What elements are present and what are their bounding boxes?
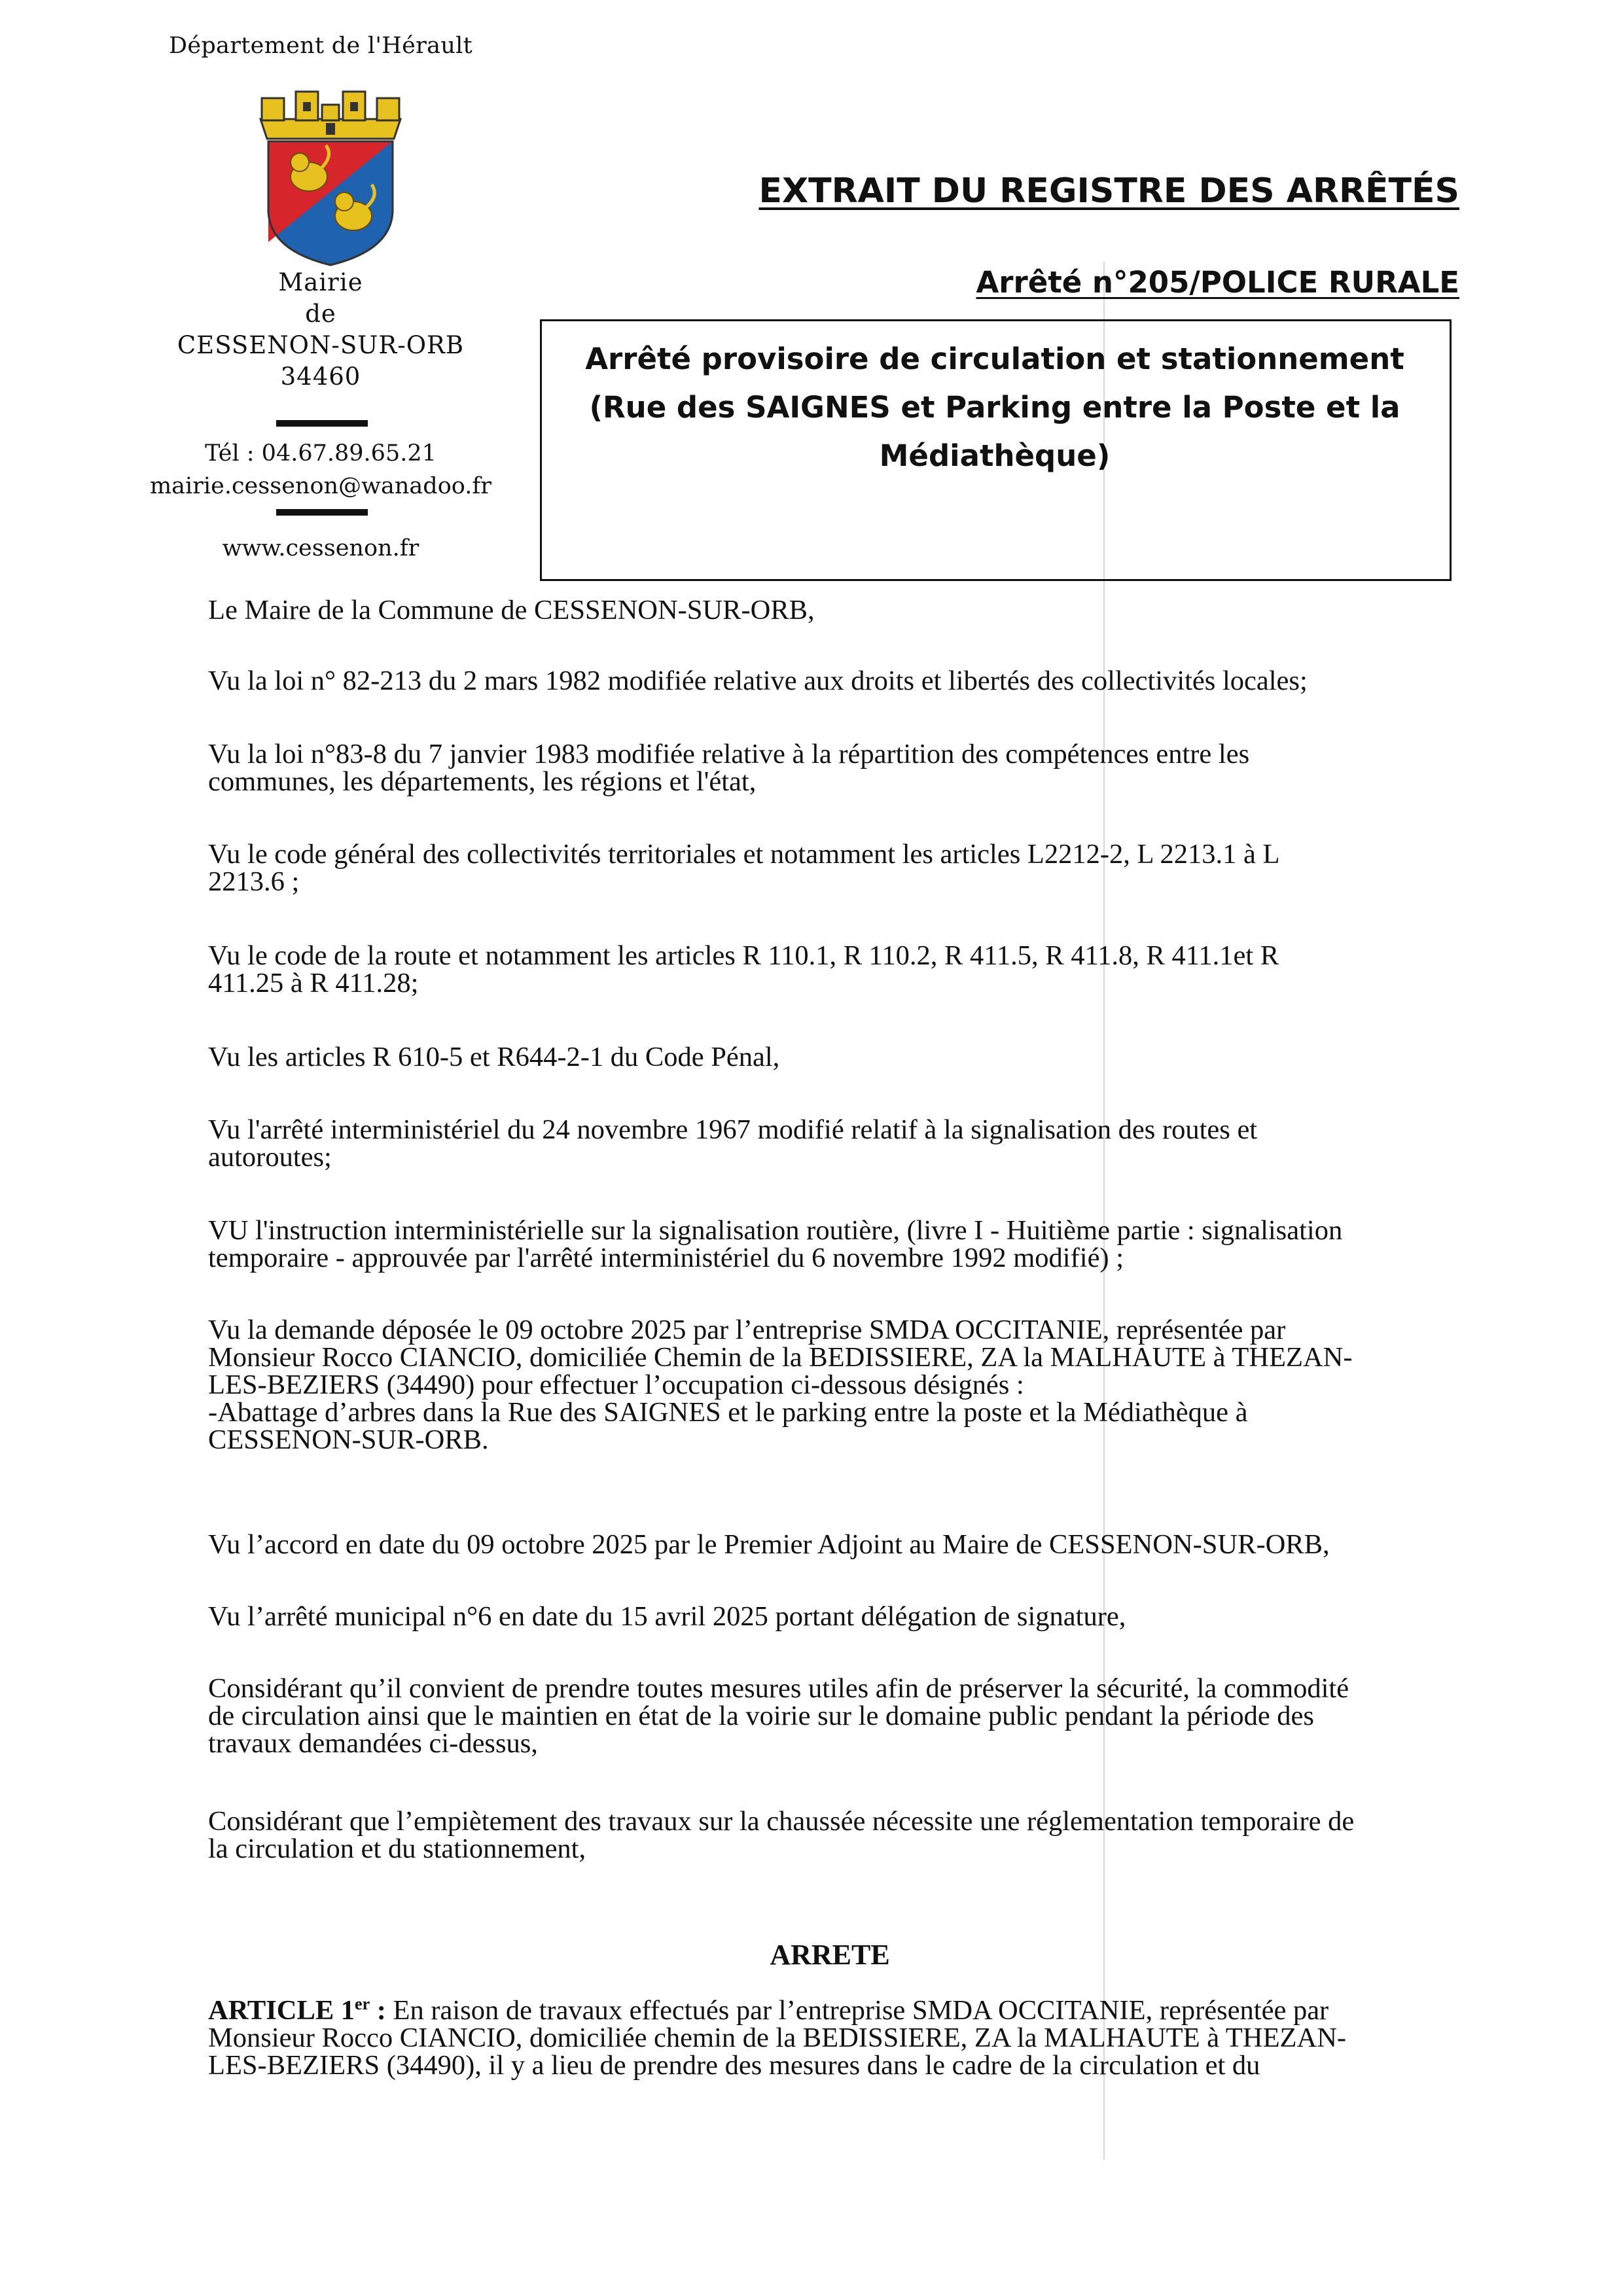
consideration-paragraph (208, 1044, 1452, 1071)
consideration-paragraph (208, 667, 1452, 695)
consideration-paragraph (208, 1531, 1452, 1559)
text-line: Monsieur Rocco CIANCIO, domiciliée chemin de la BEDISSIERE, ZA la MALHAUTE à THEZAN- (208, 2022, 1347, 2053)
text-line: communes, les départements, les régions et l'état, (208, 766, 757, 797)
text-line: Monsieur Rocco CIANCIO, domiciliée Chemin de la BEDISSIERE, ZA la MALHAUTE à THEZAN- (208, 1342, 1353, 1373)
mairie-address (131, 267, 510, 393)
email-address: mairie.cessenon@wanadoo.fr (149, 473, 492, 499)
subject-text (563, 335, 1427, 480)
mairie-line: 34460 (280, 362, 361, 391)
subject-line: (Rue des SAIGNES et Parking entre la Poste et la (589, 390, 1400, 425)
intro-paragraph (208, 597, 1452, 624)
text-line: de circulation ainsi que le maintien en état de la voirie sur le domaine public pendant la période des (208, 1701, 1314, 1731)
text-line: VU l'instruction interministérielle sur la signalisation routière, (livre I - Huitième partie : signalisation (208, 1215, 1343, 1246)
subject-line: Arrêté provisoire de circulation et stationnement (585, 342, 1404, 376)
text-line: 2213.6 ; (208, 866, 300, 897)
consideration-paragraph (208, 1603, 1452, 1631)
text-line: Vu la demande déposée le 09 octobre 2025 par l’entreprise SMDA OCCITANIE, représentée par (208, 1315, 1286, 1345)
article-label-suffix: : (370, 1995, 386, 2026)
consideration-paragraph (208, 1675, 1452, 1757)
mairie-line: de (305, 300, 336, 328)
text-line: Vu le code de la route et notamment les articles R 110.1, R 110.2, R 411.5, R 411.8, R 411.1et R (208, 940, 1279, 971)
text-line (208, 1994, 1452, 2026)
scan-artifact (1103, 262, 1105, 2159)
text-line: Vu l'arrêté interministériel du 24 novembre 1967 modifié relatif à la signalisation des routes et (208, 1114, 1258, 1145)
text-line: travaux demandées ci-dessus, (208, 1728, 538, 1759)
text-line: LES-BEZIERS (34490) pour effectuer l’occupation ci-dessous désignés : (208, 1369, 1024, 1400)
municipal-crest-icon (249, 79, 412, 268)
text-line: Considérant qu’il convient de prendre toutes mesures utiles afin de préserver la sécurité, la commodité (208, 1673, 1349, 1704)
text-line: Vu l’arrêté municipal n°6 en date du 15 avril 2025 portant délégation de signature, (208, 1601, 1126, 1632)
consideration-paragraph (208, 1808, 1452, 1863)
text-line: Le Maire de la Commune de CESSENON-SUR-ORB, (208, 595, 815, 626)
text-line: Vu la loi n°83-8 du 7 janvier 1983 modifiée relative à la répartition des compétences entre les (208, 739, 1250, 769)
text-line: 411.25 à R 411.28; (208, 968, 419, 998)
text-line: LES-BEZIERS (34490), il y a lieu de prendre des mesures dans le cadre de la circulation et du (208, 2050, 1260, 2081)
consideration-paragraph (208, 1116, 1452, 1171)
mairie-line: CESSENON-SUR-ORB (177, 331, 465, 359)
department-name: Département de l'Hérault (168, 33, 473, 59)
contact-block (124, 437, 517, 503)
subject-line: Médiathèque) (879, 438, 1111, 473)
divider (276, 509, 368, 516)
article-label-text: ARTICLE 1 (208, 1995, 355, 2026)
consideration-paragraph (208, 741, 1452, 796)
text-line: la circulation et du stationnement, (208, 1833, 586, 1864)
text-line: temporaire - approuvée par l'arrêté interministériel du 6 novembre 1992 modifié) ; (208, 1243, 1124, 1273)
phone-number: Tél : 04.67.89.65.21 (205, 440, 437, 467)
text-line: Vu l’accord en date du 09 octobre 2025 par le Premier Adjoint au Maire de CESSENON-SUR-ORB, (208, 1529, 1330, 1560)
consideration-paragraph (208, 1217, 1452, 1272)
text-line: autoroutes; (208, 1142, 332, 1173)
text-line: -Abattage d’arbres dans la Rue des SAIGNES et le parking entre la poste et la Médiathèque à (208, 1397, 1248, 1428)
text-line: Vu le code général des collectivités territoriales et notamment les articles L2212-2, L 2213.1 à L (208, 839, 1280, 870)
article-1 (208, 1994, 1452, 2081)
article-text: En raison de travaux effectués par l’entreprise SMDA OCCITANIE, représentée par (385, 1995, 1329, 2026)
text-line: Considérant que l’empiètement des travaux sur la chaussée nécessite une réglementation temporaire de (208, 1806, 1355, 1837)
article-label-sup: er (355, 1994, 370, 2013)
consideration-paragraph (208, 841, 1452, 896)
website: www.cessenon.fr (222, 535, 419, 561)
consideration-paragraph (208, 1316, 1452, 1454)
document-title: EXTRAIT DU REGISTRE DES ARRÊTÉS (758, 171, 1459, 211)
text-line: Vu les articles R 610-5 et R644-2-1 du Code Pénal, (208, 1042, 780, 1072)
consideration-paragraph (208, 942, 1452, 997)
text-line: Vu la loi n° 82-213 du 2 mars 1982 modifiée relative aux droits et libertés des collectivités locales; (208, 665, 1308, 696)
decision-heading: ARRETE (770, 1939, 890, 1971)
text-line: CESSENON-SUR-ORB. (208, 1424, 489, 1455)
mairie-line: Mairie (278, 268, 363, 296)
divider (276, 420, 368, 427)
arrete-number: Arrêté n°205/POLICE RURALE (976, 265, 1459, 300)
article-label (208, 1995, 386, 2026)
